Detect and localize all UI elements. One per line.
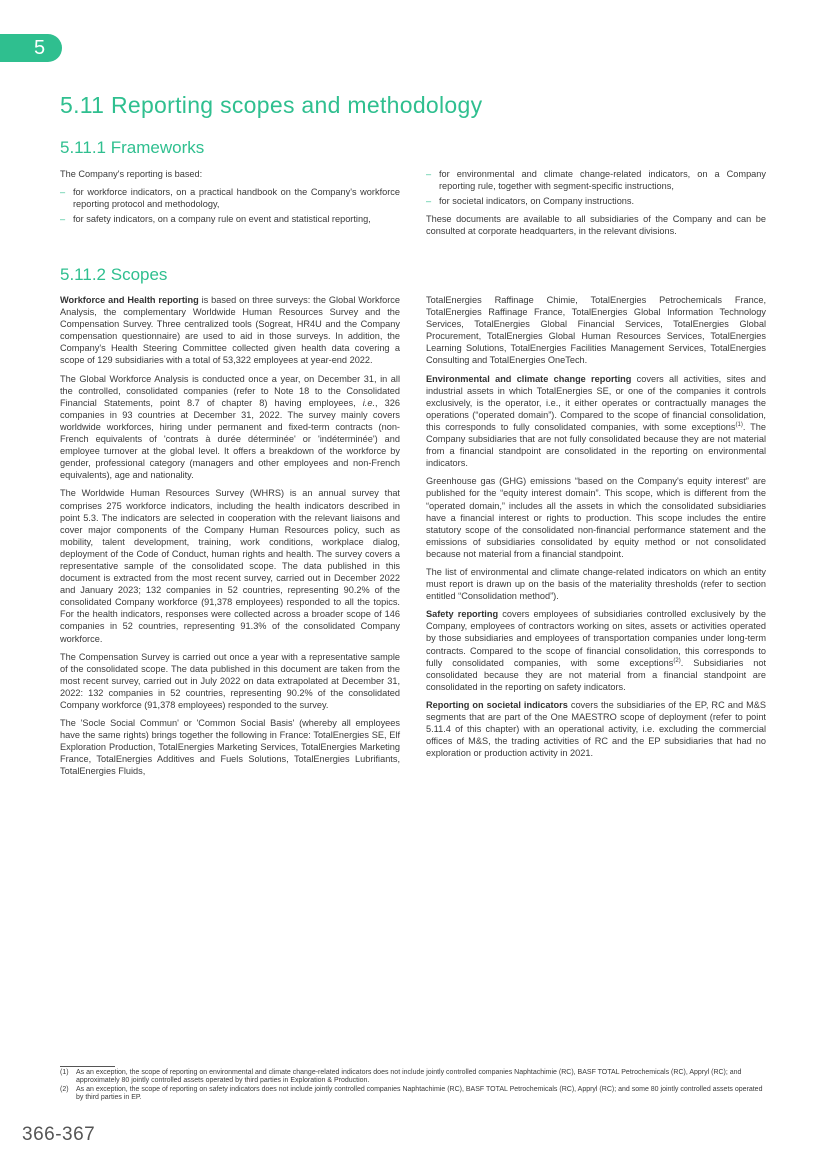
ghg-paragraph: Greenhouse gas (GHG) emissions “based on the Company's equity interest” are published for the “equity interest domain”. This scope, which is different from the “operated domain,” includes all the assets in which the consolidated subsidiaries have a financial interest or rights to production. This scope includes the entire statutory scope of the consolidated non-financial performance statement and the emissions of subsidiaries consolidated by equity method or not consolidated because not material from a financial standpoint. [426, 476, 766, 559]
footnote-number: (2) [60, 1085, 69, 1093]
frameworks-closing: These documents are available to all subsidiaries of the Company and can be consulted at corporate headquarters, in the relevant divisions. [426, 214, 766, 237]
social-basis-paragraph: The 'Socle Social Commun' or 'Common Social Basis' (whereby all employees have the same rights) brings together the following in France: TotalEnergies SE, Elf Exploration Production, TotalEnergies Marketing Services, TotalEnergies Marketing France, TotalEnergies Additives and Fuels Solutions, TotalEnergies Lubrifiants, TotalEnergies Fluids, [60, 718, 400, 777]
list-item: – for environmental and climate change-related indicators, on a Company reporting rule, together with segment-specific instructions, [426, 168, 766, 192]
footnote [60, 1086, 766, 1103]
gwa-ie: i.e. [362, 397, 376, 408]
list-item: – for safety indicators, on a company rule on event and statistical reporting, [60, 213, 400, 225]
societal-paragraph [426, 699, 766, 759]
scopes-right-column [426, 294, 766, 765]
list-item: – for workforce indicators, on a practical handbook on the Company's workforce reporting protocol and methodology, [60, 186, 400, 210]
environment-text-b: . The Company subsidiaries that are not fully consolidated because they are not material from a financial standpoint are consolidated in the reporting on environmental indicators. [426, 421, 766, 469]
footnote [60, 1069, 766, 1086]
safety-text-b: . Subsidiaries not consolidated because they are not material from a financial standpoint are consolidated in the reporting on safety indicators. [426, 657, 767, 692]
safety-paragraph [426, 608, 766, 693]
section-title: 5.11 Reporting scopes and methodology [60, 92, 483, 118]
footnote-ref: (1) [735, 421, 743, 428]
indicators-list-paragraph: The list of environmental and climate change-related indicators on which an entity must report is drawn up on the basis of the materiality thresholds (refer to section entitled “Consolidation method”). [426, 566, 766, 602]
frameworks-left-column [60, 168, 400, 231]
frameworks-intro: The Company's reporting is based: [60, 169, 203, 179]
environment-text-a: covers all activities, sites and industrial assets in which TotalEnergies SE, or one of the companies it controls exclusively, is the operator, i.e., it either operates or contractually manages the operations (“operated domain”). Compared to the scope of financial consolidation, this corresponds to fully consolidated companies, with some exceptions [426, 373, 766, 432]
frameworks-list-left [60, 186, 400, 225]
chapter-tab: 5 [0, 34, 62, 62]
footnote-text: As an exception, the scope of reporting on environmental and climate change-related indicators does not include jointly controlled companies Naphtachimie (RC), BASF TOTAL Petrochemicals (RC), Appryl (RC); and approximately 80 jointly controlled assets operated by third parties in Exploration & Production. [76, 1069, 742, 1085]
footnote-divider [60, 1066, 115, 1067]
workforce-lead: Workforce and Health reporting [60, 295, 199, 305]
frameworks-list-right [426, 168, 766, 207]
gwa-text-a: The Global Workforce Analysis is conducted once a year, on December 31, in all the controlled, consolidated companies (refer to Note 18 to the Consolidated Financial Statements, point 8.7 of chapter 8) having employees, [60, 373, 400, 408]
page-number: 366-367 [22, 1124, 96, 1145]
footnote-text: As an exception, the scope of reporting on safety indicators does not include jointly controlled companies Naphtachimie (RC), BASF TOTAL Petrochemicals (RC), Appryl (RC); and some 80 jointly controlled assets operated by third parties in EP. [76, 1085, 763, 1102]
footnotes [60, 1069, 766, 1103]
frameworks-title: 5.11.1 Frameworks [60, 138, 205, 157]
footnote-ref: (2) [673, 657, 681, 664]
environment-lead: Environmental and climate change reporting [426, 373, 632, 384]
societal-lead: Reporting on societal indicators [426, 699, 568, 710]
societal-text: covers the subsidiaries of the EP, RC and M&S segments that are part of the One MAESTRO scope of deployment (refer to point 5.11.4 of this chapter) with an operational activity, i.e. excluding the commercial offices of M&S, the trading activities of RC and the EP subsidiaries that had no exploration or production activity in 2021. [426, 699, 766, 759]
workforce-paragraph [60, 294, 400, 367]
safety-lead: Safety reporting [426, 609, 499, 620]
social-basis-continued: TotalEnergies Raffinage Chimie, TotalEnergies Petrochemicals France, TotalEnergies Raffinage France, TotalEnergies Global Information Technology Services, TotalEnergies Global Financial Services, TotalEnergies Global Procurement, TotalEnergies Global Human Resources Services, TotalEnergies Learning Solutions, TotalEnergies Facilities Management Services, TotalEnergies Consulting and TotalEnergies OneTech. [426, 295, 766, 366]
frameworks-right-column [426, 168, 766, 243]
environment-paragraph [426, 373, 766, 470]
gwa-text-b: , 326 companies in 93 countries at December 31, 2022. The survey mainly covers worldwide workforces, hiring under permanent and fixed-term contracts (non-French equivalents of 'contrats à durée déterminée' or 'indéterminée') and employee turnover at the global level. It offers a breakdown of the workforce by gender, professional category (managers and other employees and non-French equivalents), age and nationality. [60, 397, 400, 481]
gwa-paragraph [60, 373, 400, 482]
scopes-left-column [60, 294, 400, 784]
compensation-paragraph: The Compensation Survey is carried out once a year with a representative sample of the consolidated scope. The data published in this document are taken from the most recent survey, carried out in July 2022 on data extrapolated at December 31, 2022: 132 companies in 52 countries, representing 90.2% of the consolidated Company workforce (91,378 employees) responded to the survey. [60, 651, 400, 710]
whrs-paragraph: The Worldwide Human Resources Survey (WHRS) is an annual survey that comprises 275 workforce indicators, including the health indicators described in point 5.3. The indicators are selected in cooperation with the relevant liaisons and cover major components of the Company Human Resources policy, such as mobility, talent development, training, work conditions, workplace dialog, deployment of the Code of Conduct, human rights and health. The survey covers a representative sample of the consolidated scope. The data published in this document is extracted from the most recent survey, carried out in December 2022 and January 2023; 132 companies in 52 countries, representing 90.2% of the consolidated Company workforce (91,378 employees) responded to all the topics. For the health indicators, responses were collected across a broader scope of 146 companies in 52 countries, representing 91.3% of the consolidated Company workforce. [60, 488, 400, 644]
scopes-title: 5.11.2 Scopes [60, 265, 168, 284]
footnote-number: (1) [60, 1069, 69, 1076]
list-item: – for societal indicators, on Company instructions. [426, 195, 766, 207]
workforce-text: is based on three surveys: the Global Workforce Analysis, the complementary Worldwide Human Resources Survey and the Compensation Survey. Three centralized tools (Sogreat, HR4U and the Company compensation questionnaire) are used to aid in those surveys. In addition, the Company's Health Steering Committee collected given health data covering a scope of 129 subsidiaries with a total of 53,322 employees at year-end 2022. [60, 295, 400, 366]
safety-text-a: covers employees of subsidiaries controlled exclusively by the Company, employees of contractors working on sites, assets or activities operated by those subsidiaries and employees of transportation companies under long-term contracts. Compared to the scope of financial consolidation, this corresponds to fully consolidated companies, with some exceptions [426, 609, 766, 668]
